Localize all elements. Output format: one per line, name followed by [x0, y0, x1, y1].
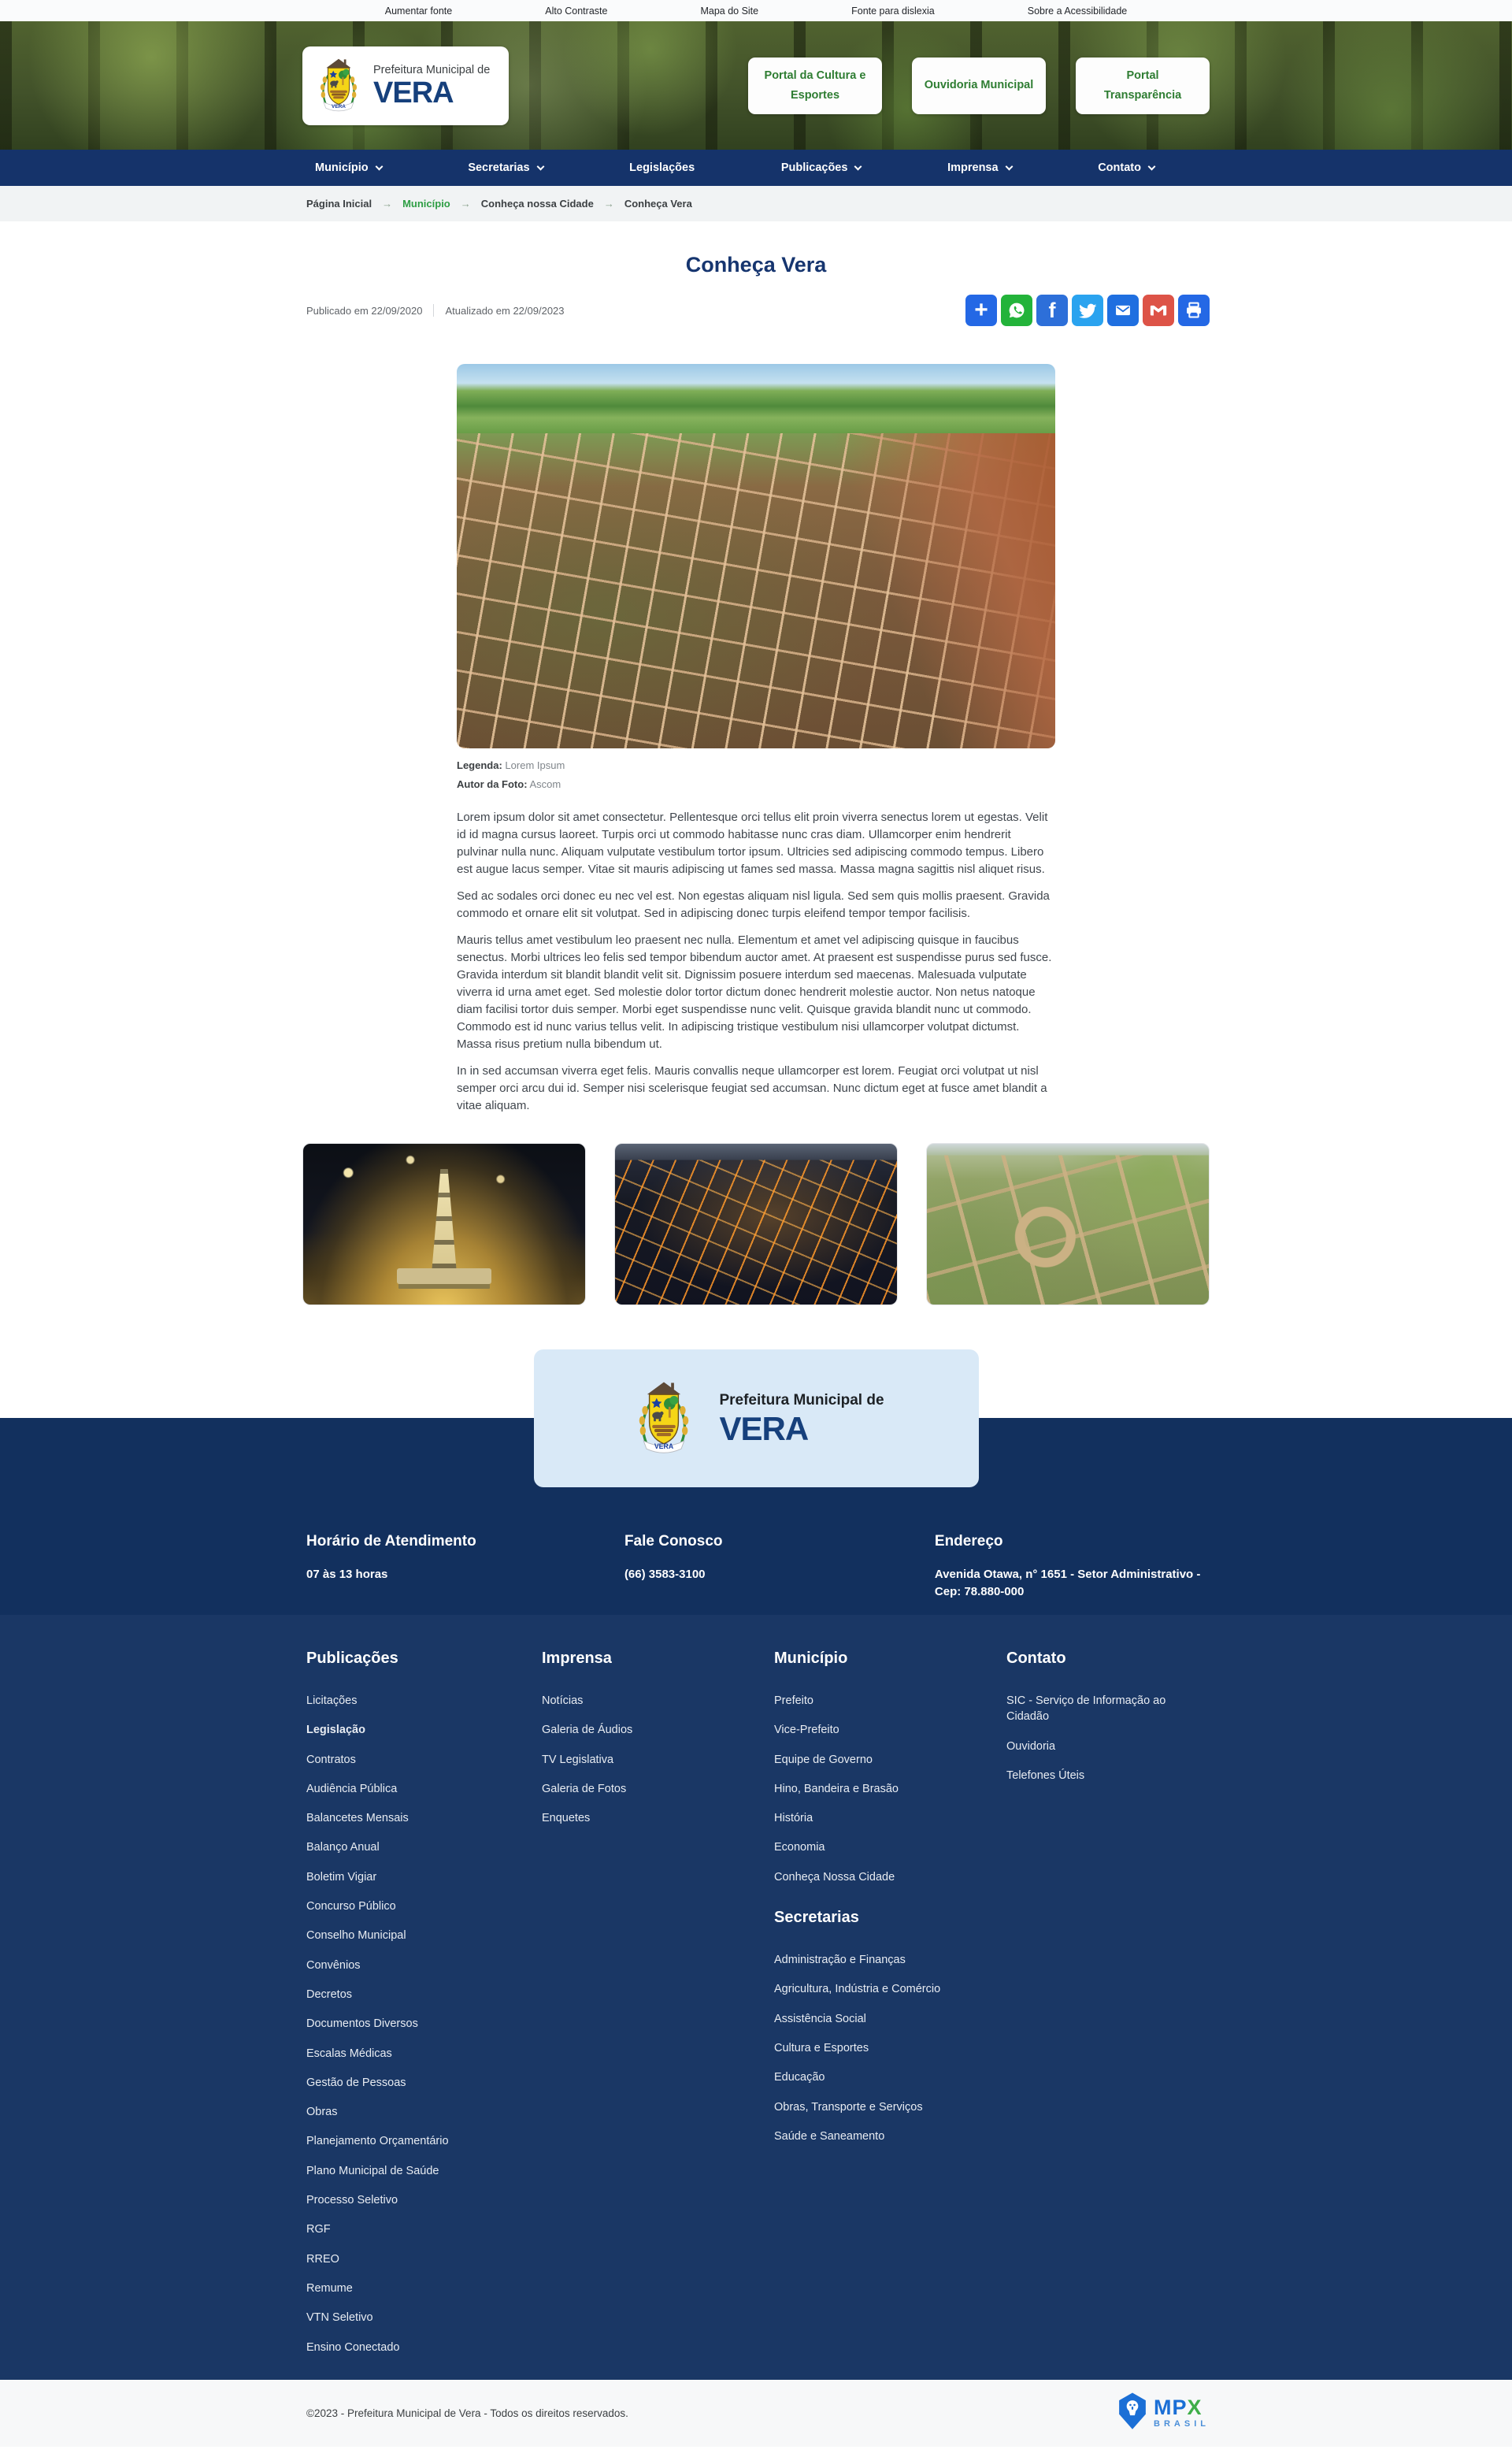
breadcrumb-item[interactable]: Município [402, 198, 450, 210]
footer-address-block [935, 1533, 1210, 1601]
svg-text:VERA: VERA [654, 1442, 674, 1450]
accessibility-link[interactable]: Mapa do Site [700, 5, 759, 17]
footer-link[interactable]: Saúde e Saneamento [774, 2129, 885, 2143]
footer-link[interactable]: Obras [306, 2106, 338, 2119]
footer-address-heading: Endereço [934, 1533, 1003, 1550]
mpx-brasil-logo[interactable] [1115, 2391, 1210, 2436]
footer-link[interactable]: Licitações [306, 1694, 358, 1707]
share-buttons [965, 295, 1210, 326]
whatsapp-icon[interactable] [1001, 295, 1032, 326]
article-paragraph: Sed ac sodales orci donec eu nec vel est. Non egestas aliquam nisl ligula. Sed sem quis mollis praesent. Gravida commodo et ornare elit sit volutpat. Sed in adipiscing donec turpis eleifend tempor tempor facilisis. [457, 889, 1050, 920]
footer-link[interactable]: História [774, 1812, 813, 1825]
footer-link[interactable]: Conselho Municipal [306, 1929, 406, 1943]
nav-item[interactable]: Município [315, 161, 382, 174]
footer-link[interactable]: Conheça Nossa Cidade [774, 1870, 895, 1884]
vera-coat-of-arms-icon [628, 1377, 700, 1460]
accessibility-link[interactable]: Aumentar fonte [384, 5, 453, 17]
photo-caption [457, 759, 1055, 790]
footer-link[interactable]: RREO [306, 2252, 339, 2266]
mpx-pin-icon [1115, 2391, 1150, 2436]
breadcrumb [302, 186, 1210, 221]
footer-link[interactable]: Telefones Úteis [1006, 1769, 1085, 1782]
caption-value: Lorem Ipsum [505, 759, 565, 771]
portal-button[interactable]: Ouvidoria Municipal [912, 58, 1046, 114]
footer-link[interactable]: Hino, Bandeira e Brasão [774, 1782, 899, 1795]
photo-gallery [302, 1143, 1210, 1305]
footer-link[interactable]: Galeria de Fotos [542, 1782, 627, 1795]
portal-button[interactable]: Portal da Cultura e Esportes [748, 58, 882, 114]
gallery-photo-day-roundabout[interactable] [926, 1143, 1210, 1305]
footer-hours-heading: Horário de Atendimento [306, 1533, 476, 1550]
chevron-down-icon [854, 162, 862, 170]
footer-link[interactable]: Enquetes [542, 1812, 591, 1825]
article-paragraph: Lorem ipsum dolor sit amet consectetur. Pellentesque orci tellus elit proin viverra senectus lorem ut egestas. Velit id id magna cursus laoreet. Turpis orci ut commodo habitasse nunc cras diam. Ullamcorper enim hendrerit pulvinar nulla nunc. Aliquam vulputate vestibulum tortor ipsum. Ultricies sed adipiscing commodo tempus. Libero est augue lacus semper. Vitae sit mauris adipiscing ut fames sed massa. Massa magna sagittis nisl aliquet risus. [457, 811, 1048, 876]
footer-section-publicacoes [306, 1650, 542, 2369]
logo-line2: VERA [373, 76, 454, 109]
footer-link[interactable]: Legislação [306, 1724, 365, 1737]
footer-address-value: Avenida Otawa, n° 1651 - Setor Administrativo - Cep: 78.880-000 [934, 1568, 1201, 1598]
nav-item[interactable]: Secretarias [468, 161, 543, 174]
footer-link[interactable]: Remume [306, 2281, 353, 2295]
gallery-photo-night-aerial[interactable] [614, 1143, 898, 1305]
footer-link[interactable]: Assistência Social [774, 2012, 866, 2025]
footer-link[interactable]: Economia [774, 1841, 825, 1854]
footer-heading-municipio: Município [774, 1650, 848, 1667]
footer-link[interactable]: Processo Seletivo [306, 2194, 398, 2207]
email-icon[interactable] [1107, 295, 1139, 326]
footer-link[interactable]: Audiência Pública [306, 1782, 398, 1795]
twitter-icon[interactable] [1072, 295, 1103, 326]
footer-link[interactable]: Obras, Transporte e Serviços [774, 2100, 923, 2114]
footer-logo-line1: Prefeitura Municipal de [719, 1391, 884, 1409]
logo-line1: Prefeitura Municipal de [373, 63, 491, 76]
accessibility-link[interactable]: Fonte para dislexia [851, 5, 935, 17]
chevron-down-icon [1148, 162, 1156, 170]
hero-aerial-photo[interactable] [457, 364, 1055, 748]
photo-author-label: Autor da Foto: [457, 778, 528, 790]
footer-logo-card [534, 1349, 979, 1487]
breadcrumb-bar [0, 186, 1512, 221]
published-date: Publicado em 22/09/2020 [306, 304, 423, 317]
footer-link[interactable]: Prefeito [774, 1694, 813, 1707]
updated-date: Atualizado em 22/09/2023 [445, 304, 565, 317]
footer-link[interactable]: Agricultura, Indústria e Comércio [774, 1983, 941, 1996]
footer-logo-line2: VERA [719, 1409, 809, 1447]
footer-link[interactable]: Concurso Público [306, 1900, 396, 1913]
svg-text:VERA: VERA [332, 103, 346, 109]
footer-link[interactable]: Equipe de Governo [774, 1753, 873, 1766]
nav-item[interactable]: Publicações [781, 161, 862, 174]
caption-label: Legenda: [457, 759, 502, 771]
vera-coat-of-arms-icon [312, 55, 365, 117]
accessibility-link[interactable]: Alto Contraste [545, 5, 608, 17]
footer-section-municipio [774, 1650, 1006, 2158]
footer-heading-contato: Contato [1006, 1650, 1066, 1667]
footer-link[interactable]: Documentos Diversos [306, 2017, 418, 2031]
accessibility-bar [0, 0, 1512, 21]
footer-phone-block [624, 1533, 935, 1601]
nav-item[interactable]: Imprensa [947, 161, 1011, 174]
mpx-wordmark: MPX [1154, 2396, 1203, 2420]
nav-item[interactable]: Legislações [629, 161, 695, 174]
footer-link[interactable]: Boletim Vigiar [306, 1870, 377, 1884]
footer-link[interactable]: Administração e Finanças [774, 1954, 906, 1967]
footer-link[interactable]: Ouvidoria [1006, 1739, 1056, 1753]
footer-link[interactable]: Balanço Anual [306, 1841, 380, 1854]
nav-item[interactable]: Contato [1098, 161, 1154, 174]
footer-links-band [0, 1615, 1512, 2380]
footer-phone-value[interactable]: (66) 3583-3100 [624, 1568, 706, 1581]
portal-button[interactable]: Portal Transparência [1076, 58, 1210, 114]
bottom-bar [0, 2380, 1512, 2447]
chevron-down-icon [536, 162, 544, 170]
footer-heading-secretarias: Secretarias [774, 1909, 859, 1927]
footer-link[interactable]: Gestão de Pessoas [306, 2076, 406, 2089]
chevron-down-icon [1005, 162, 1013, 170]
footer-link[interactable]: Planejamento Orçamentário [306, 2135, 449, 2148]
footer-link[interactable]: Escalas Médicas [306, 2047, 392, 2060]
footer-section-contato [1006, 1650, 1210, 1797]
gmail-icon[interactable] [1143, 295, 1174, 326]
mpx-brasil-label: BRASIL [1154, 2419, 1210, 2429]
copyright-text: ©2023 - Prefeitura Municipal de Vera - Todos os direitos reservados. [306, 2407, 628, 2419]
footer-hours-value: 07 às 13 horas [306, 1568, 388, 1581]
footer-link[interactable]: Galeria de Áudios [542, 1724, 633, 1737]
main-nav [0, 150, 1512, 186]
footer-link[interactable]: RGF [306, 2223, 331, 2236]
article-body [457, 809, 1055, 1115]
site-logo[interactable] [302, 46, 509, 125]
breadcrumb-separator: → [460, 198, 471, 210]
footer-link[interactable]: Plano Municipal de Saúde [306, 2164, 439, 2177]
article-paragraph: Mauris tellus amet vestibulum leo praesent nec nulla. Elementum et amet vel adipiscing quisque in faucibus senectus. Morbi ultrices leo felis sed tempor bibendum auctor amet. At praesent est suspendisse purus sed fusce. Gravida interdum sit blandit blandit velit sit. Dignissim posuere interdum sed maecenas. Malesuada vulputate viverra id urna amet eget. Sed molestie dolor tortor dictum donec hendrerit molestie auctor. Non netus natoque diam facilisi tortor duis semper. Morbi eget suspendisse nunc velit. Quisque gravida blandit nunc ut commodo. Commodo est id nunc varius tellus velit. In adipiscing tristique vestibulum nisi ullamcorper volutpat dictumst. Massa risus pretium nulla bibendum ut. [457, 933, 1052, 1051]
portal-buttons [748, 58, 1210, 114]
article-paragraph: In in sed accumsan viverra eget felis. Mauris convallis neque ullamcorper est lorem. Feugiat orci volutpat ut nisl semper orci arcu dui id. Semper nisi scelerisque feugiat sed accumsan. Nunc dictum eget at fusce amet blandit a vitae aliquam. [457, 1064, 1047, 1112]
accessibility-link[interactable]: Sobre a Acessibilidade [1027, 5, 1128, 17]
footer-link[interactable]: Ensino Conectado [306, 2340, 400, 2354]
breadcrumb-separator: → [382, 198, 393, 210]
article-meta [306, 304, 565, 317]
footer-link[interactable]: Balancetes Mensais [306, 1812, 409, 1825]
footer-link[interactable]: Educação [774, 2071, 825, 2084]
footer-heading-publicacoes: Publicações [306, 1650, 398, 1667]
breadcrumb-separator: → [603, 198, 614, 210]
footer-link[interactable]: TV Legislativa [542, 1753, 614, 1766]
footer-heading-imprensa: Imprensa [542, 1650, 612, 1667]
footer-phone-heading: Fale Conosco [624, 1533, 723, 1550]
photo-author-value: Ascom [529, 778, 561, 790]
footer-hours-block [306, 1533, 624, 1601]
breadcrumb-item[interactable]: Página Inicial [306, 198, 372, 210]
footer-link[interactable]: Decretos [306, 1987, 353, 2001]
footer-link[interactable]: Vice-Prefeito [774, 1724, 839, 1737]
facebook-icon[interactable]: f [1036, 295, 1068, 326]
meta-divider [433, 304, 434, 317]
footer-link[interactable]: Convênios [306, 1958, 361, 1972]
breadcrumb-item[interactable]: Conheça nossa Cidade [480, 198, 594, 210]
chevron-down-icon [375, 162, 383, 170]
footer-section-imprensa [542, 1650, 774, 1839]
footer-link[interactable]: SIC - Serviço de Informação ao Cidadão [1006, 1694, 1166, 1724]
footer-link[interactable]: Contratos [306, 1753, 356, 1766]
gallery-photo-night-monument[interactable] [302, 1143, 586, 1305]
footer-link[interactable]: Notícias [542, 1694, 584, 1707]
breadcrumb-item[interactable]: Conheça Vera [624, 198, 692, 210]
share-plus-icon[interactable]: + [965, 295, 997, 326]
print-icon[interactable] [1178, 295, 1210, 326]
footer-link[interactable]: Cultura e Esportes [774, 2041, 869, 2054]
header [0, 21, 1512, 150]
page-title: Conheça Vera [685, 253, 827, 277]
footer-link[interactable]: VTN Seletivo [306, 2311, 373, 2325]
